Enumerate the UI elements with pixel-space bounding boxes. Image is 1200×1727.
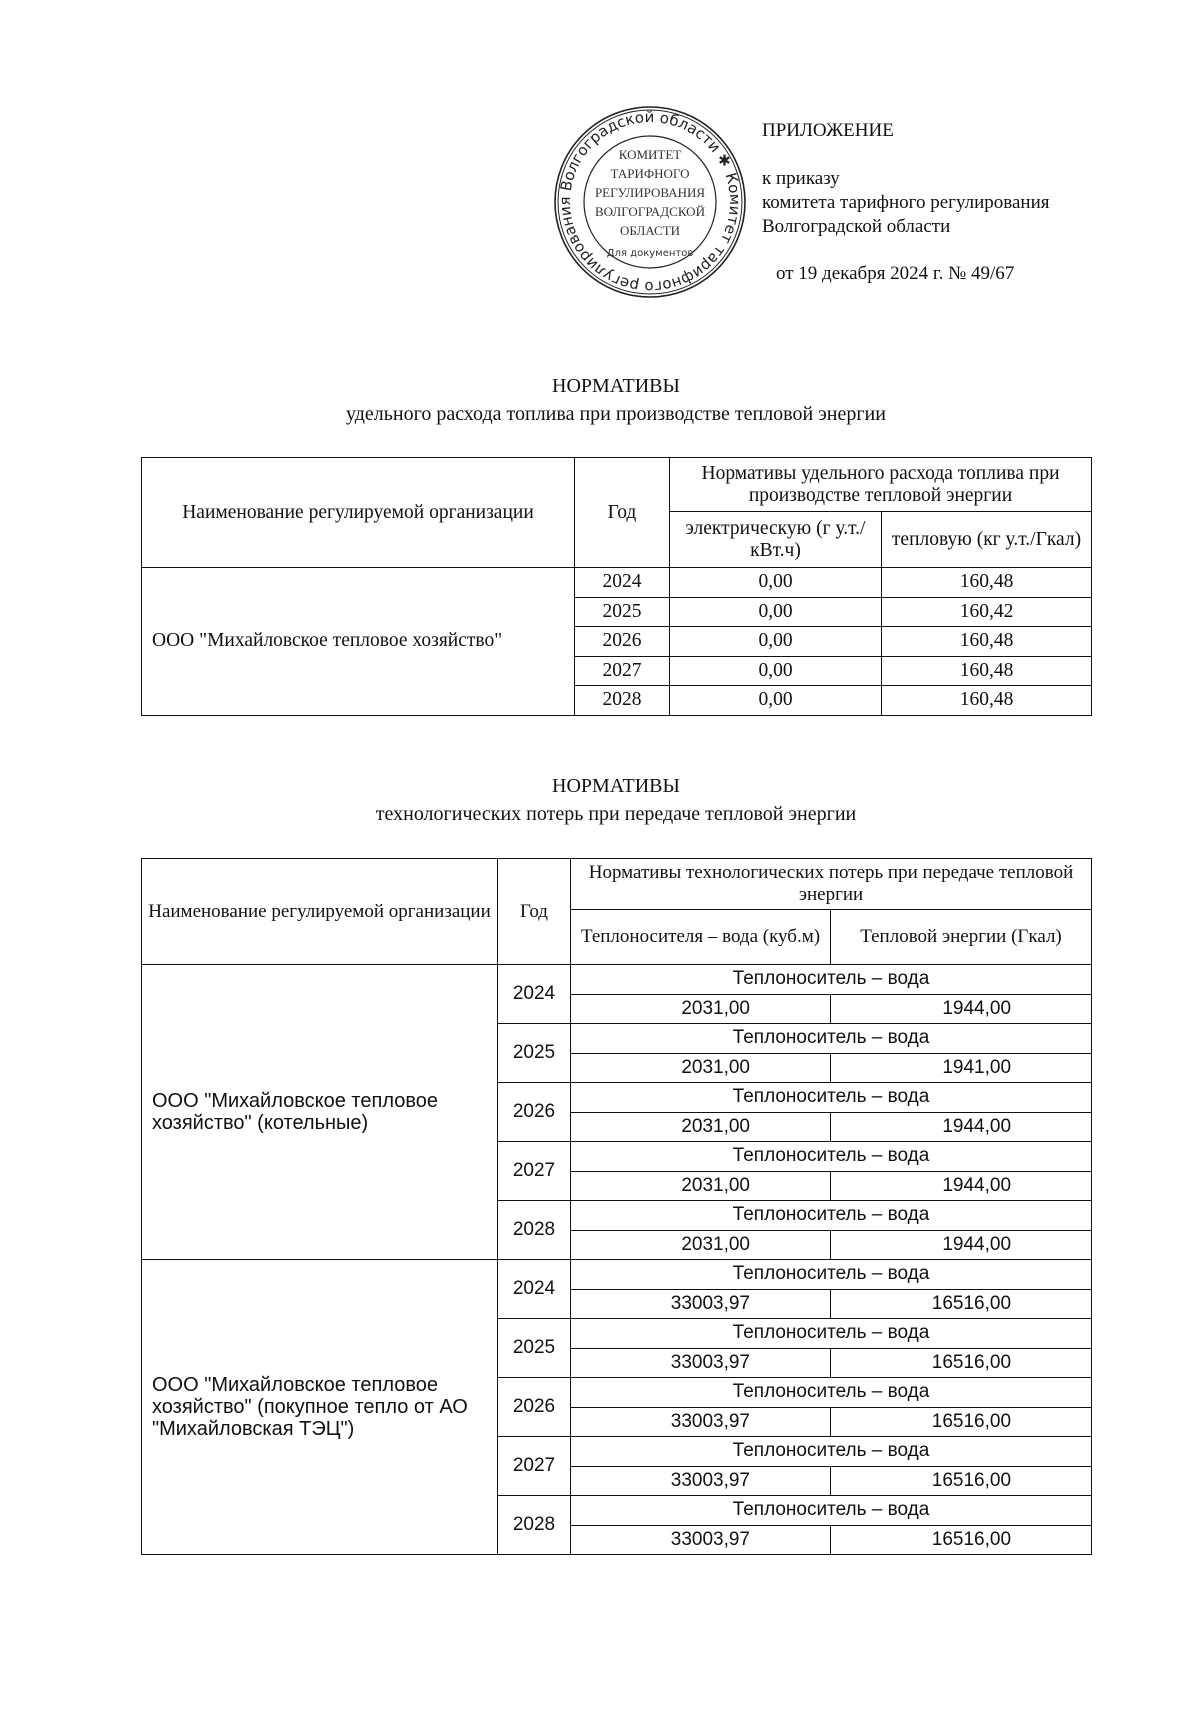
elec-value: 0,00 <box>670 686 882 716</box>
heat-value: 160,48 <box>882 627 1092 657</box>
heat-value: 160,48 <box>882 656 1092 686</box>
stamp-line: ВОЛГОГРАДСКОЙ <box>595 204 705 219</box>
carrier-label: Теплоноситель – вода <box>571 1024 1092 1054</box>
col-heat-header: тепловую (кг у.т./Гкал) <box>882 512 1092 568</box>
col-org-header: Наименование регулируемой организации <box>142 458 575 568</box>
stamp-line: РЕГУЛИРОВАНИЯ <box>594 185 706 200</box>
year: 2028 <box>498 1496 571 1555</box>
year: 2024 <box>498 1260 571 1319</box>
col-group-header: Нормативы удельного расхода топлива при производстве тепловой энергии <box>670 458 1092 512</box>
section1-title: НОРМАТИВЫ <box>552 375 680 397</box>
elec-value: 0,00 <box>670 627 882 657</box>
carrier-label: Теплоноситель – вода <box>571 1437 1092 1467</box>
heat-value: 160,48 <box>882 568 1092 598</box>
order-line: комитета тарифного регулирования <box>762 192 1050 213</box>
heat-value: 1944,00 <box>831 994 1092 1024</box>
stamp-line: ТАРИФНОГО <box>610 166 690 181</box>
org-name: ООО "Михайловское тепловое хозяйство" (покупное тепло от АО "Михайловская ТЭЦ") <box>142 1260 498 1555</box>
section1-subtitle: удельного расхода топлива при производстве тепловой энергии <box>346 403 886 425</box>
year: 2027 <box>575 656 670 686</box>
col-water-header: Теплоносителя – вода (куб.м) <box>571 910 831 965</box>
water-value: 2031,00 <box>571 994 831 1024</box>
water-value: 33003,97 <box>571 1348 831 1378</box>
heat-value: 16516,00 <box>831 1407 1092 1437</box>
stamp-line: ОБЛАСТИ <box>619 223 681 238</box>
col-year-header: Год <box>575 458 670 568</box>
order-line: Волгоградской области <box>762 216 951 237</box>
col-group-header: Нормативы технологических потерь при передаче тепловой энергии <box>571 859 1092 910</box>
year: 2027 <box>498 1142 571 1201</box>
heat-value: 1944,00 <box>831 1171 1092 1201</box>
water-value: 2031,00 <box>571 1230 831 1260</box>
table-row <box>142 1260 1092 1290</box>
col-org-header: Наименование регулируемой организации <box>142 859 498 965</box>
table-row <box>142 568 1092 598</box>
elec-value: 0,00 <box>670 656 882 686</box>
year: 2025 <box>498 1024 571 1083</box>
heat-value: 1944,00 <box>831 1230 1092 1260</box>
section2-title: НОРМАТИВЫ <box>552 775 680 797</box>
year: 2026 <box>498 1083 571 1142</box>
water-value: 2031,00 <box>571 1112 831 1142</box>
year: 2028 <box>498 1201 571 1260</box>
year: 2028 <box>575 686 670 716</box>
water-value: 2031,00 <box>571 1053 831 1083</box>
heat-value: 1944,00 <box>831 1112 1092 1142</box>
carrier-label: Теплоноситель – вода <box>571 1142 1092 1172</box>
fuel-consumption-table <box>141 457 1092 716</box>
section2-subtitle: технологических потерь при передаче тепловой энергии <box>375 803 857 825</box>
heat-value: 16516,00 <box>831 1466 1092 1496</box>
water-value: 33003,97 <box>571 1466 831 1496</box>
year: 2024 <box>498 965 571 1024</box>
order-line: к приказу <box>762 168 840 189</box>
heat-value: 160,48 <box>882 686 1092 716</box>
col-year-header: Год <box>498 859 571 965</box>
year: 2026 <box>498 1378 571 1437</box>
stamp-ring-text: Комитет тарифного регулирования Волгоградской области ✱ <box>555 107 745 297</box>
carrier-label: Теплоноситель – вода <box>571 1260 1092 1290</box>
carrier-label: Теплоноситель – вода <box>571 1201 1092 1231</box>
heat-value: 16516,00 <box>831 1289 1092 1319</box>
water-value: 33003,97 <box>571 1525 831 1555</box>
water-value: 33003,97 <box>571 1407 831 1437</box>
water-value: 33003,97 <box>571 1289 831 1319</box>
year: 2025 <box>575 597 670 627</box>
carrier-label: Теплоноситель – вода <box>571 1319 1092 1349</box>
carrier-label: Теплоноситель – вода <box>571 1496 1092 1526</box>
carrier-label: Теплоноситель – вода <box>571 1378 1092 1408</box>
stamp-bottom: Для документов <box>606 248 694 259</box>
year: 2026 <box>575 627 670 657</box>
official-stamp <box>552 104 748 300</box>
col-heat-header: Тепловой энергии (Гкал) <box>831 910 1092 965</box>
order-date: от 19 декабря 2024 г. № 49/67 <box>776 263 1015 284</box>
heat-value: 16516,00 <box>831 1348 1092 1378</box>
org-name: ООО "Михайловское тепловое хозяйство" <box>142 568 575 716</box>
carrier-label: Теплоноситель – вода <box>571 965 1092 995</box>
heat-loss-table <box>141 858 1092 1555</box>
col-elec-header: электрическую (г у.т./кВт.ч) <box>670 512 882 568</box>
carrier-label: Теплоноситель – вода <box>571 1083 1092 1113</box>
appendix-label: ПРИЛОЖЕНИЕ <box>762 120 894 141</box>
heat-value: 160,42 <box>882 597 1092 627</box>
heat-value: 16516,00 <box>831 1525 1092 1555</box>
year: 2024 <box>575 568 670 598</box>
stamp-line: КОМИТЕТ <box>618 147 682 162</box>
org-name: ООО "Михайловское тепловое хозяйство" (котельные) <box>142 965 498 1260</box>
elec-value: 0,00 <box>670 597 882 627</box>
elec-value: 0,00 <box>670 568 882 598</box>
heat-value: 1941,00 <box>831 1053 1092 1083</box>
year: 2027 <box>498 1437 571 1496</box>
year: 2025 <box>498 1319 571 1378</box>
table-row <box>142 965 1092 995</box>
water-value: 2031,00 <box>571 1171 831 1201</box>
